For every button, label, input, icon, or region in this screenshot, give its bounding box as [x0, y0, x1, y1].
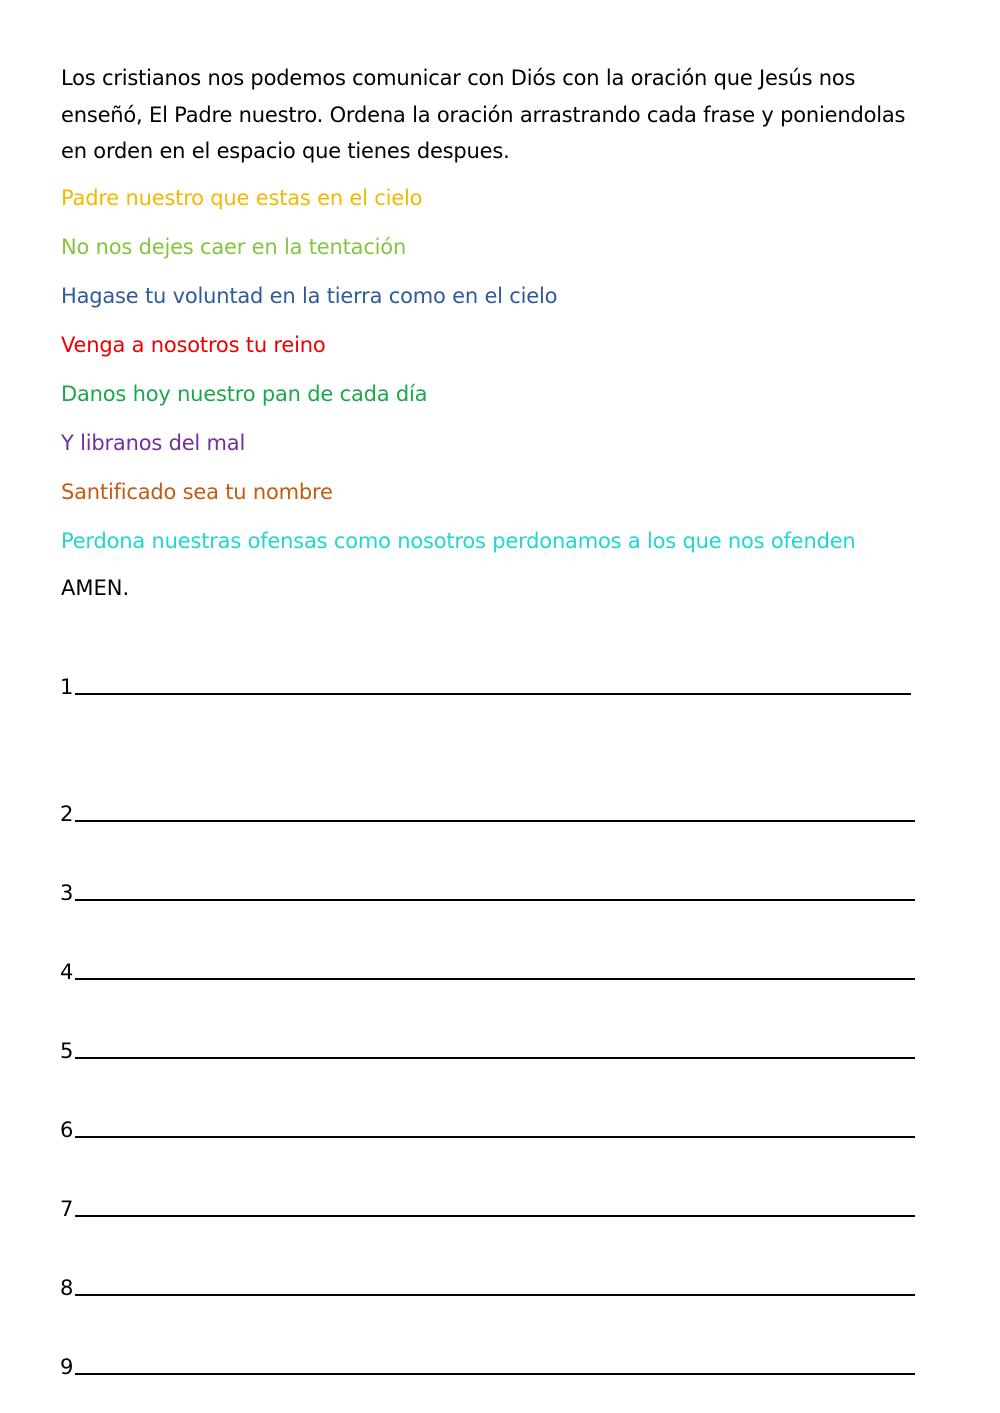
- phrase-reino[interactable]: Venga a nosotros tu reino: [61, 333, 326, 357]
- answer-number: 4: [60, 960, 74, 984]
- phrase-tentacion[interactable]: No nos dejes caer en la tentación: [61, 235, 407, 259]
- phrase-list: [61, 178, 961, 570]
- answer-line-5[interactable]: [75, 1033, 915, 1059]
- phrase-pan[interactable]: Danos hoy nuestro pan de cada día: [61, 382, 428, 406]
- answer-row: [60, 826, 915, 905]
- answer-line-6[interactable]: [75, 1112, 915, 1138]
- answer-row: [60, 905, 915, 984]
- answer-number: 6: [60, 1118, 74, 1142]
- answer-row: [60, 1300, 915, 1379]
- answer-row: [60, 747, 915, 826]
- instructions-text: Los cristianos nos podemos comunicar con Diós con la oración que Jesús nos enseñó, El Padre nuestro. Ordena la oración arrastrando cada frase y poniendolas en orden en el espacio que tienes despues.: [61, 66, 906, 163]
- answer-number: 5: [60, 1039, 74, 1063]
- amen-text: AMEN.: [61, 576, 130, 600]
- answer-row: [60, 1221, 915, 1300]
- answer-number: 2: [60, 802, 74, 826]
- answer-line-8[interactable]: [75, 1270, 915, 1296]
- answer-list: [60, 668, 915, 1379]
- answer-row: [60, 984, 915, 1063]
- answer-line-4[interactable]: [75, 954, 915, 980]
- answer-number: 9: [60, 1355, 74, 1379]
- answer-line-3[interactable]: [75, 875, 915, 901]
- phrase-padre-nuestro[interactable]: Padre nuestro que estas en el cielo: [61, 186, 423, 210]
- answer-number: 1: [60, 675, 74, 699]
- answer-number: 8: [60, 1276, 74, 1300]
- answer-line-9[interactable]: [75, 1349, 915, 1375]
- phrase-ofensas[interactable]: Perdona nuestras ofensas como nosotros perdonamos a los que nos ofenden: [61, 529, 856, 553]
- answer-row: [60, 1063, 915, 1142]
- answer-row: [60, 668, 915, 699]
- answer-number: 3: [60, 881, 74, 905]
- phrase-voluntad[interactable]: Hagase tu voluntad en la tierra como en el cielo: [61, 284, 558, 308]
- phrase-santificado[interactable]: Santificado sea tu nombre: [61, 480, 333, 504]
- answer-number: 7: [60, 1197, 74, 1221]
- answer-line-2[interactable]: [75, 796, 915, 822]
- answer-line-1[interactable]: [75, 669, 911, 695]
- answer-row: [60, 1142, 915, 1221]
- phrase-mal[interactable]: Y libranos del mal: [61, 431, 246, 455]
- answer-line-7[interactable]: [75, 1191, 915, 1217]
